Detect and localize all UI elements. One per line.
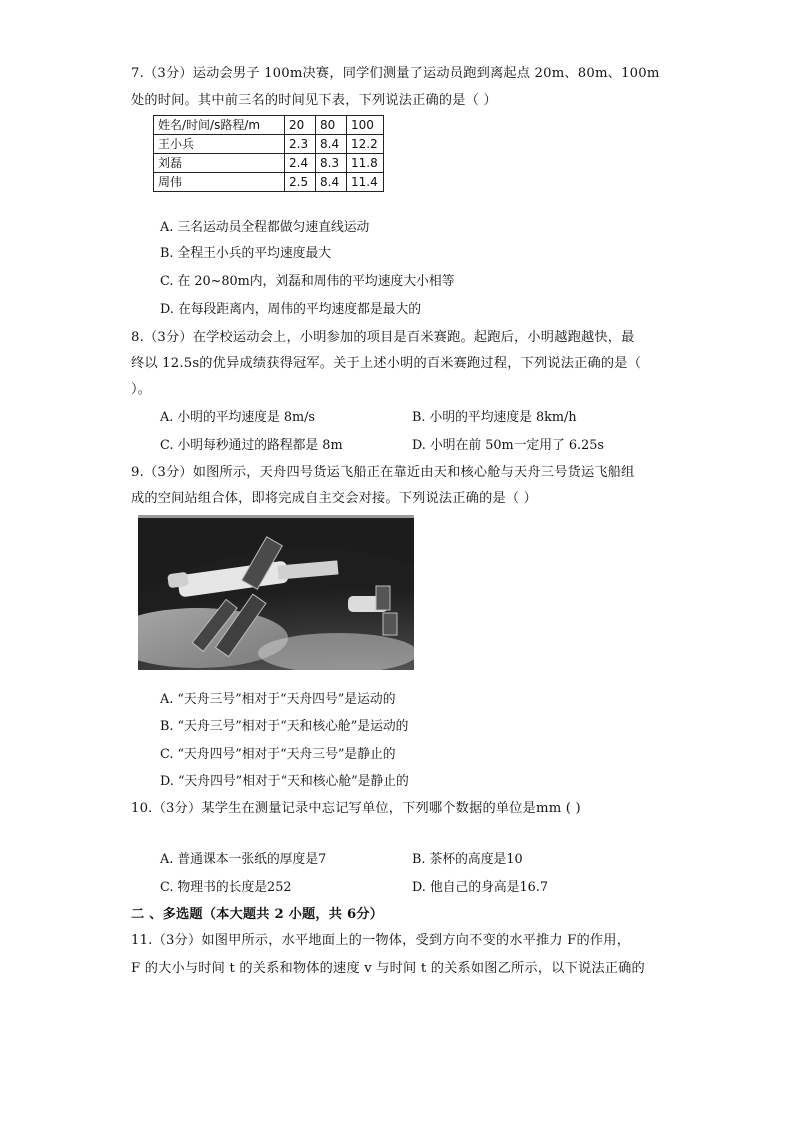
q7-option-d: D. 在每段距离内，周伟的平均速度都是最大的 (160, 302, 422, 317)
q10-stem-line1: 10.（3分）某学生在测量记录中忘记写单位，下列哪个数据的单位是mm ( ) (131, 801, 581, 816)
q9-option-d: D. “天舟四号”相对于“天和核心舱”是静止的 (160, 774, 409, 789)
q7-option-c: C. 在 20~80m内，刘磊和周伟的平均速度大小相等 (160, 274, 455, 289)
table-header-cell: 100 (347, 116, 384, 135)
table-cell: 11.8 (347, 154, 384, 173)
q11-stem-line2: F 的大小与时间 t 的关系和物体的速度 v 与时间 t 的关系如图乙所示，以下说法正确的 (131, 961, 645, 976)
table-row (154, 173, 384, 192)
q8-stem-line3: ）。 (131, 382, 152, 397)
table-cell: 2.3 (285, 135, 316, 154)
section-heading-multiple-choice: 二 、多选题（本大题共 2 小题，共 6分） (131, 907, 384, 922)
table-header-cell: 80 (316, 116, 347, 135)
space-station-illustration (138, 518, 414, 670)
q11-stem-line1: 11.（3分）如图甲所示，水平地面上的一物体，受到方向不变的水平推力 F的作用， (131, 933, 631, 948)
q9-stem-line2: 成的空间站组合体，即将完成自主交会对接。下列说法正确的是（ ） (131, 491, 538, 506)
table-cell: 王小兵 (154, 135, 285, 154)
space-station-photo (138, 515, 414, 670)
q8-stem-line1: 8.（3分）在学校运动会上，小明参加的项目是百米赛跑。起跑后，小明越跑越快，最 (131, 330, 635, 345)
table-cell: 8.4 (316, 173, 347, 192)
table-cell: 12.2 (347, 135, 384, 154)
q9-stem-line1: 9.（3分）如图所示，天舟四号货运飞船正在靠近由天和核心舱与天舟三号货运飞船组 (131, 465, 635, 480)
q7-option-b: B. 全程王小兵的平均速度最大 (160, 246, 332, 261)
q9-option-a: A. “天舟三号”相对于“天舟四号”是运动的 (160, 692, 396, 707)
q8-option-a: A. 小明的平均速度是 8m/s (160, 410, 315, 425)
table-cell: 2.5 (285, 173, 316, 192)
table-cell: 2.4 (285, 154, 316, 173)
q7-stem-line2: 处的时间。其中前三名的时间见下表，下列说法正确的是（ ） (131, 93, 497, 108)
table-cell: 周伟 (154, 173, 285, 192)
q10-option-c: C. 物理书的长度是252 (160, 880, 292, 895)
q7-times-table (153, 115, 384, 192)
q10-option-b: B. 茶杯的高度是10 (412, 852, 523, 867)
table-cell: 8.3 (316, 154, 347, 173)
table-cell: 11.4 (347, 173, 384, 192)
q9-option-b: B. “天舟三号”相对于“天和核心舱”是运动的 (160, 719, 409, 734)
q10-option-d: D. 他自己的身高是16.7 (412, 880, 549, 895)
q7-stem-line1: 7.（3分）运动会男子 100m决赛，同学们测量了运动员跑到离起点 20m、80m、100m (131, 66, 660, 81)
q8-option-c: C. 小明每秒通过的路程都是 8m (160, 438, 343, 453)
table-header-cell: 20 (285, 116, 316, 135)
q9-option-c: C. “天舟四号”相对于“天舟三号”是静止的 (160, 747, 396, 762)
table-row (154, 154, 384, 173)
q8-option-b: B. 小明的平均速度是 8km/h (412, 410, 577, 425)
table-cell: 刘磊 (154, 154, 285, 173)
table-header-cell: 姓名/时间/s路程/m (154, 116, 285, 135)
table-cell: 8.4 (316, 135, 347, 154)
q7-option-a: A. 三名运动员全程都做匀速直线运动 (160, 220, 370, 235)
q10-option-a: A. 普通课本一张纸的厚度是7 (160, 852, 327, 867)
table-row (154, 135, 384, 154)
q8-option-d: D. 小明在前 50m一定用了 6.25s (412, 438, 604, 453)
table-header-row (154, 116, 384, 135)
q8-stem-line2: 终以 12.5s的优异成绩获得冠军。关于上述小明的百米赛跑过程，下列说法正确的是（ (131, 356, 642, 371)
